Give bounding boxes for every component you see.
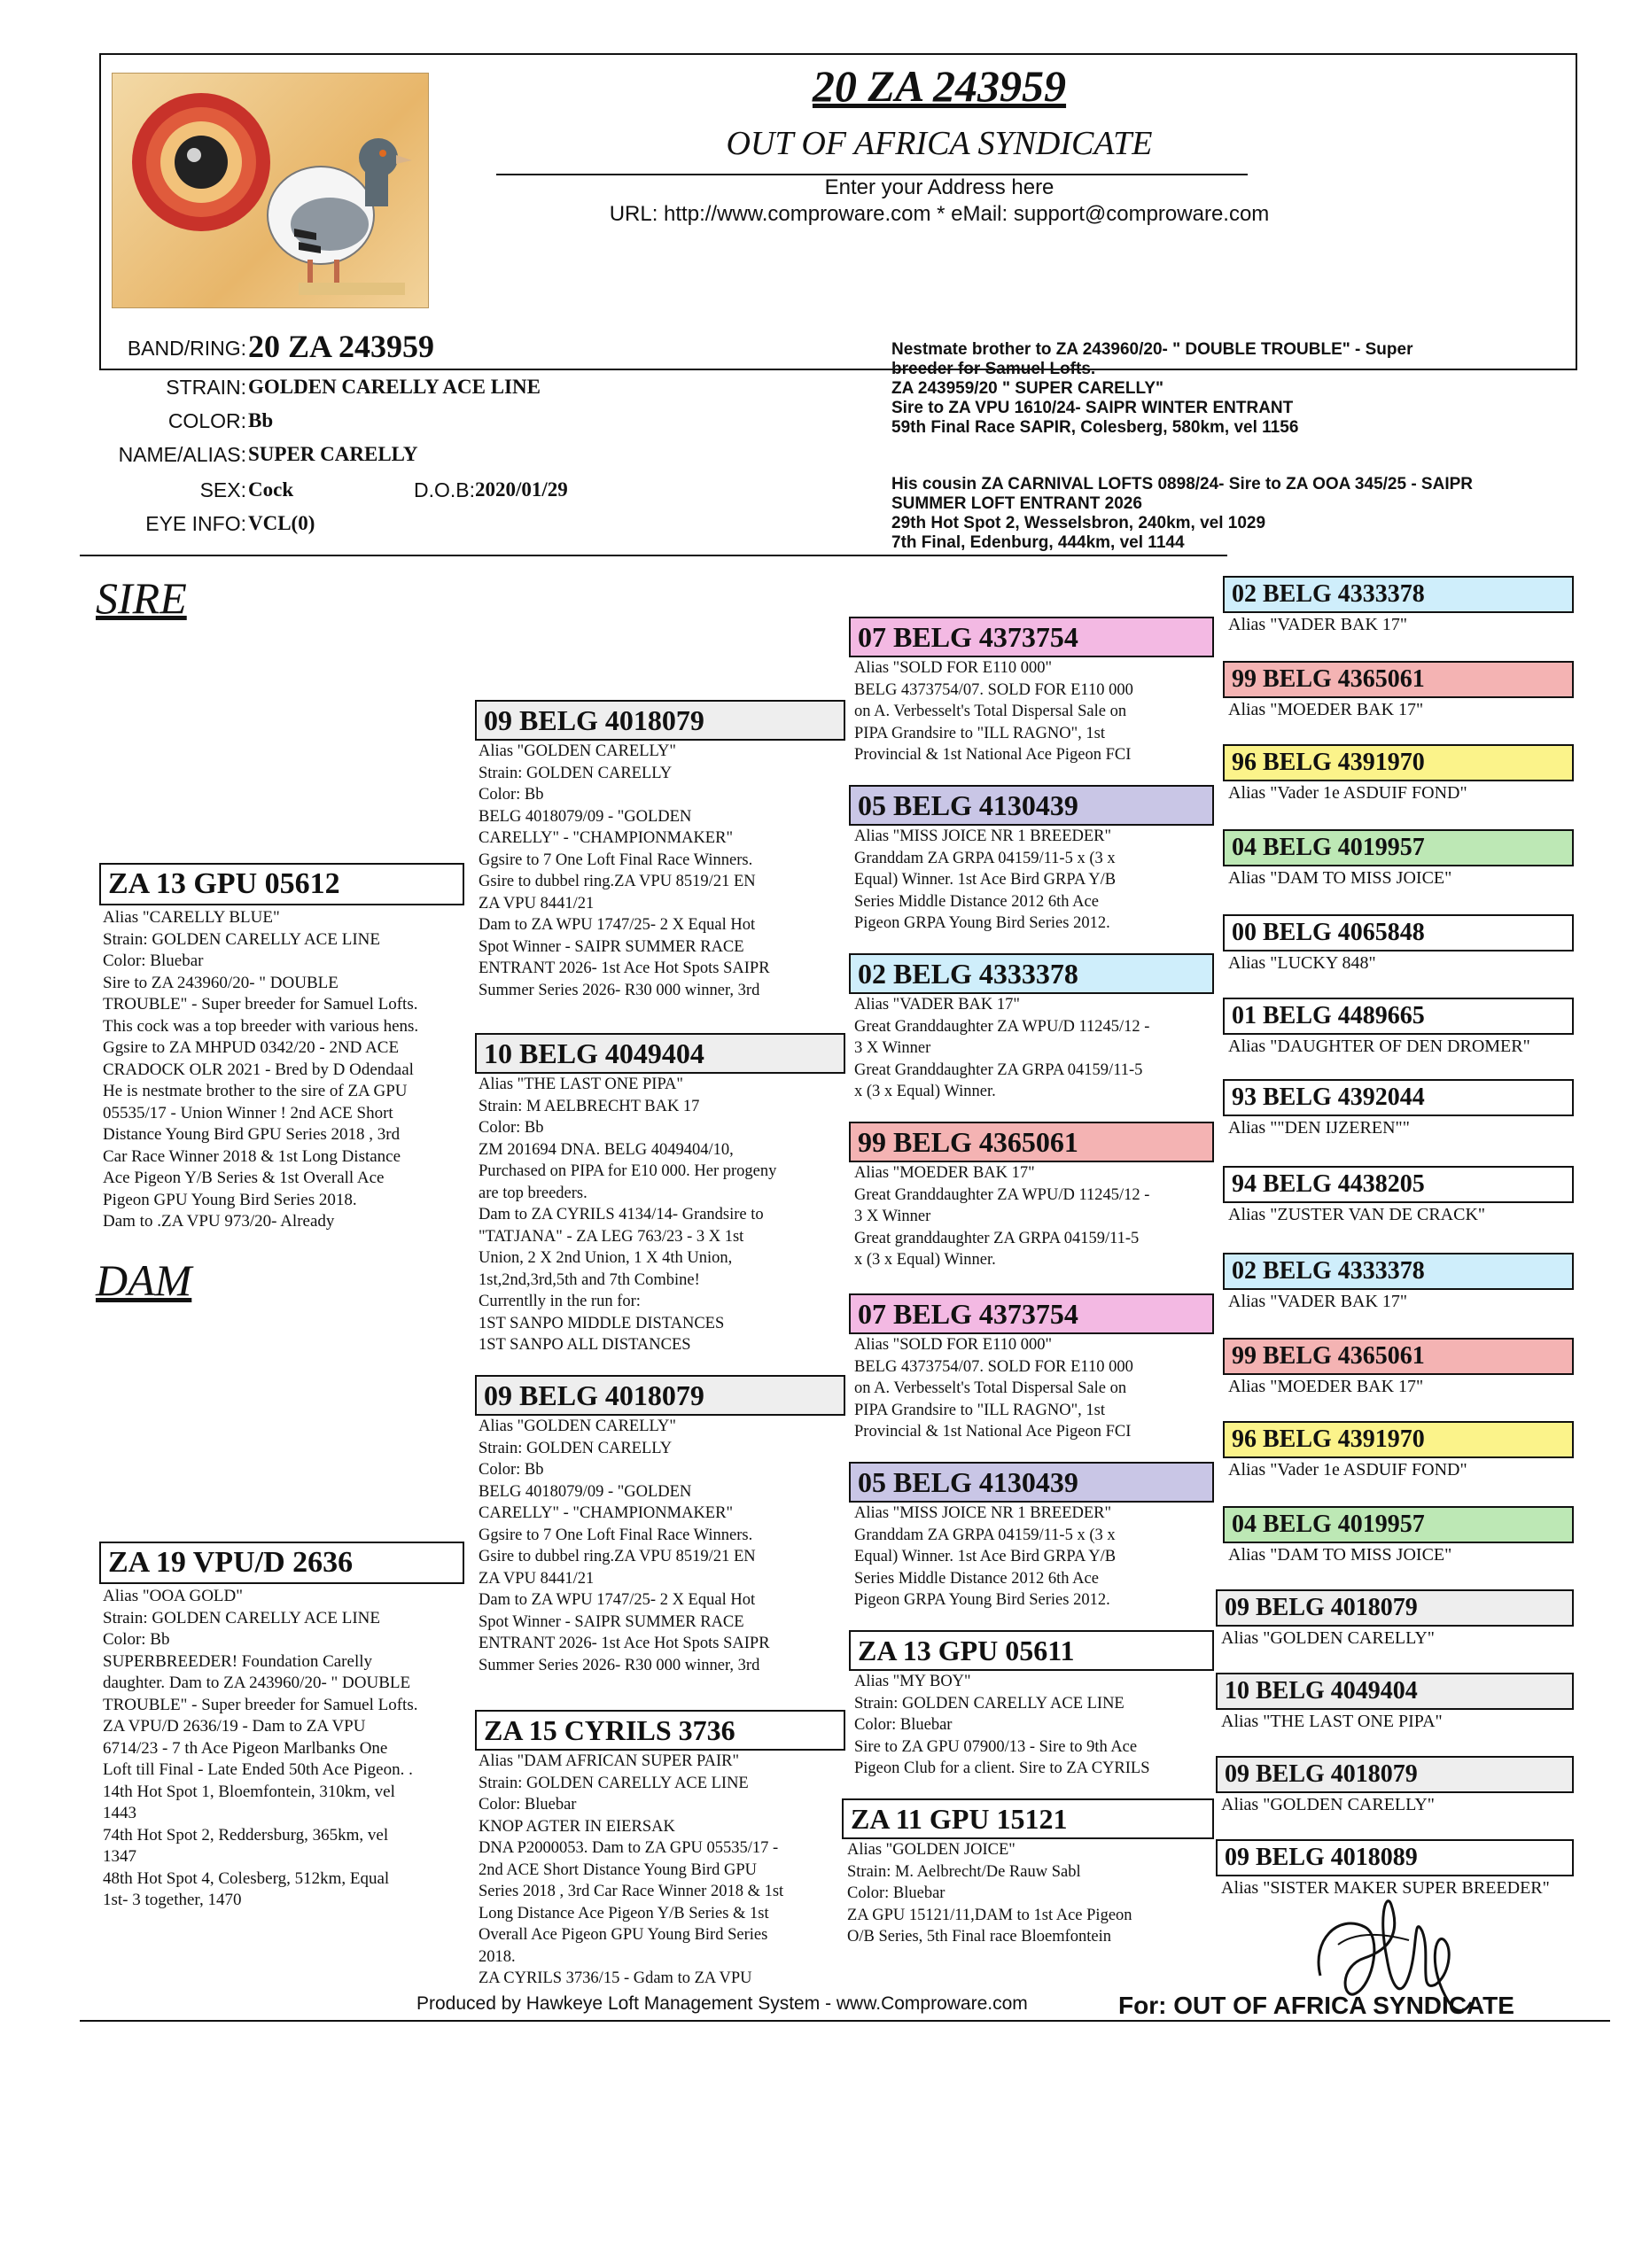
gen2-details-4: Alias "DAM AFRICAN SUPER PAIR" Strain: GOLDEN CARELLY ACE LINE Color: Bluebar KNOP AGTER IN EIERSAK DNA P2000053. Dam to ZA GPU 05535/17 - 2nd ACE Short Distance Young Bird GPU Series 2018 , 3rd Car Race Winner 2018 & 1st Long Distance Ace Pigeon Y/B Series & 1st Overall Ace Pigeon GPU Young Bird Series 2018. ZA CYRILS 3736/15 - Gdam to ZA VPU: [479, 1752, 784, 1987]
gen4-alias-14: Alias "THE LAST ONE PIPA": [1221, 1712, 1443, 1731]
gen3-details-2: Alias "MISS JOICE NR 1 BREEDER" Granddam ZA GRPA 04159/11-5 x (3 x Equal) Winner. 1st Ace Bird GRPA Y/B Series Middle Distance 2012 6th Ace Pigeon GRPA Young Bird Series 2012.: [854, 827, 1117, 932]
gen4-card-1: [1223, 576, 1574, 636]
syndicate-name: OUT OF AFRICA SYNDICATE: [726, 125, 1153, 162]
gen3-details-8: Alias "GOLDEN JOICE" Strain: M. Aelbrecht/De Rauw Sabl Color: Bluebar ZA GPU 15121/11,DAM to 1st Ace Pigeon O/B Series, 5th Final race Bloemfontein: [847, 1841, 1132, 1946]
gen4-card-10: [1223, 1338, 1574, 1398]
gen4-ring-7: 93 BELG 4392044: [1223, 1079, 1574, 1116]
gen4-alias-4: Alias "DAM TO MISS JOICE": [1228, 868, 1452, 888]
gen2-ring-2: 10 BELG 4049404: [475, 1033, 845, 1074]
gen4-ring-2: 99 BELG 4365061: [1223, 661, 1574, 698]
gen4-card-7: [1223, 1079, 1574, 1139]
gen2-card-4: [475, 1710, 845, 1990]
dam-card: [99, 1542, 464, 1914]
gen3-card-4: [849, 1122, 1214, 1271]
gen4-alias-13: Alias "GOLDEN CARELLY": [1221, 1628, 1435, 1648]
gen4-ring-10: 99 BELG 4365061: [1223, 1338, 1574, 1375]
dam-details: Alias "OOA GOLD" Strain: GOLDEN CARELLY ACE LINE Color: Bb SUPERBREEDER! Foundation Carelly daughter. Dam to ZA 243960/20- " DOUBLE TROUBLE" - Super breeder for Samuel Lofts. ZA VPU/D 2636/19 - Dam to ZA VPU 6714/23 - 7 th Ace Pigeon Marlbanks One Loft till Final - Late Ended 50th Ace Pigeon. . 14th Hot Spot 1, Bloemfontein, 310km, vel 1443 74th Hot Spot 2, Reddersburg, 365km, vel 1347 48th Hot Spot 4, Colesberg, 512km, Equal 1st- 3 together, 1470: [103, 1587, 418, 1909]
note-cousin: His cousin ZA CARNIVAL LOFTS 0898/24- Sire to ZA OOA 345/25 - SAIPR SUMMER LOFT ENTRANT 2026 29th Hot Spot 2, Wesselsbron, 240km, vel 1029 7th Final, Edenburg, 444km, vel 1144: [891, 475, 1474, 552]
eye-value: VCL(0): [248, 512, 315, 534]
gen2-card-1: [475, 700, 845, 1001]
dob-value: 2020/01/29: [475, 478, 568, 501]
strain-value: GOLDEN CARELLY ACE LINE: [248, 376, 541, 398]
gen4-alias-3: Alias "Vader 1e ASDUIF FOND": [1228, 783, 1467, 803]
gen4-alias-8: Alias "ZUSTER VAN DE CRACK": [1228, 1205, 1486, 1224]
pigeon-photo: [112, 73, 429, 308]
gen4-alias-12: Alias "DAM TO MISS JOICE": [1228, 1545, 1452, 1565]
sire-card: [99, 863, 464, 1235]
gen4-card-9: [1223, 1253, 1574, 1313]
gen3-ring-8: ZA 11 GPU 15121: [842, 1798, 1214, 1839]
gen3-details-1: Alias "SOLD FOR E110 000" BELG 4373754/07. SOLD FOR E110 000 on A. Verbesselt's Total Dispersal Sale on PIPA Grandsire to "ILL RAGNO", 1st Provincial & 1st National Ace Pigeon FCI: [854, 659, 1133, 764]
band-label: BAND/RING:: [127, 337, 246, 360]
color-value: Bb: [248, 409, 274, 431]
gen3-ring-4: 99 BELG 4365061: [849, 1122, 1214, 1162]
gen3-details-4: Alias "MOEDER BAK 17" Great Granddaughter ZA WPU/D 11245/12 - 3 X Winner Great granddaughter ZA GRPA 04159/11-5 x (3 x Equal) Winner.: [854, 1164, 1150, 1269]
gen3-ring-5: 07 BELG 4373754: [849, 1293, 1214, 1334]
gen3-ring-2: 05 BELG 4130439: [849, 785, 1214, 826]
gen3-details-6: Alias "MISS JOICE NR 1 BREEDER" Granddam ZA GRPA 04159/11-5 x (3 x Equal) Winner. 1st Ace Bird GRPA Y/B Series Middle Distance 2012 6th Ace Pigeon GRPA Young Bird Series 2012.: [854, 1504, 1117, 1609]
gen4-ring-8: 94 BELG 4438205: [1223, 1166, 1574, 1203]
sire-heading: SIRE: [96, 573, 187, 623]
gen4-alias-16: Alias "SISTER MAKER SUPER BREEDER": [1221, 1878, 1550, 1898]
gen4-card-6: [1223, 998, 1574, 1058]
gen2-ring-4: ZA 15 CYRILS 3736: [475, 1710, 845, 1751]
gen4-alias-1: Alias "VADER BAK 17": [1228, 615, 1408, 634]
gen3-card-3: [849, 953, 1214, 1103]
gen4-ring-12: 04 BELG 4019957: [1223, 1506, 1574, 1543]
gen3-card-2: [849, 785, 1214, 935]
name-label: NAME/ALIAS:: [118, 443, 246, 466]
gen4-card-2: [1223, 661, 1574, 721]
gen4-alias-2: Alias "MOEDER BAK 17": [1228, 700, 1424, 719]
note-nestmate: Nestmate brother to ZA 243960/20- " DOUBLE TROUBLE" - Super breeder for Samuel Lofts. ZA 243959/20 " SUPER CARELLY" Sire to ZA VPU 1610/24- SAIPR WINTER ENTRANT 59th Final Race SAPIR, Colesberg, 580km, vel 1156: [891, 340, 1413, 437]
gen3-card-5: [849, 1293, 1214, 1443]
gen4-card-3: [1223, 744, 1574, 804]
gen4-card-12: [1223, 1506, 1574, 1566]
gen4-alias-5: Alias "LUCKY 848": [1228, 953, 1376, 973]
gen4-ring-14: 10 BELG 4049404: [1216, 1673, 1574, 1710]
eye-label: EYE INFO:: [145, 512, 246, 535]
gen4-alias-15: Alias "GOLDEN CARELLY": [1221, 1795, 1435, 1814]
strain-label: STRAIN:: [166, 376, 246, 399]
name-value: SUPER CARELLY: [248, 443, 418, 465]
footer-for: For: OUT OF AFRICA SYNDICATE: [1118, 1992, 1514, 2019]
sex-label: SEX:: [199, 478, 246, 501]
gen4-ring-11: 96 BELG 4391970: [1223, 1421, 1574, 1458]
url-line: URL: http://www.comproware.com * eMail: support@comproware.com: [609, 202, 1270, 226]
gen4-card-4: [1223, 829, 1574, 889]
sire-ring: ZA 13 GPU 05612: [99, 863, 464, 905]
gen2-details-2: Alias "THE LAST ONE PIPA" Strain: M AELBRECHT BAK 17 Color: Bb ZM 201694 DNA. BELG 4049404/10, Purchased on PIPA for E10 000. Her progeny are top breeders. Dam to ZA CYRILS 4134/14- Grandsire to "TATJANA" - ZA LEG 763/23 - 3 X 1st Union, 2 X 2nd Union, 1 X 4th Union, 1st,2nd,3rd,5th and 7th Combine! Currentlly in the run for: 1ST SANPO MIDDLE DISTANCES 1ST SANPO ALL DISTANCES: [479, 1076, 777, 1354]
gen4-card-11: [1223, 1421, 1574, 1481]
gen4-alias-7: Alias ""DEN IJZEREN"": [1228, 1118, 1410, 1138]
gen4-alias-10: Alias "MOEDER BAK 17": [1228, 1377, 1424, 1396]
gen4-ring-13: 09 BELG 4018079: [1216, 1589, 1574, 1627]
gen3-ring-1: 07 BELG 4373754: [849, 617, 1214, 657]
gen4-ring-6: 01 BELG 4489665: [1223, 998, 1574, 1035]
gen3-card-8: [842, 1798, 1214, 1948]
gen4-ring-16: 09 BELG 4018089: [1216, 1839, 1574, 1876]
gen2-details-3: Alias "GOLDEN CARELLY" Strain: GOLDEN CARELLY Color: Bb BELG 4018079/09 - "GOLDEN CARELLY" - "CHAMPIONMAKER" Ggsire to 7 One Loft Final Race Winners. Gsire to dubbel ring.ZA VPU 8519/21 EN ZA VPU 8441/21 Dam to ZA WPU 1747/25- 2 X Equal Hot Spot Winner - SAIPR SUMMER RACE ENTRANT 2026- 1st Ace Hot Spots SAIPR Summer Series 2026- R30 000 winner, 3rd: [479, 1418, 770, 1674]
band-value: 20 ZA 243959: [248, 329, 435, 364]
info-divider: [80, 555, 1227, 556]
gen3-details-3: Alias "VADER BAK 17" Great Granddaughter ZA WPU/D 11245/12 - 3 X Winner Great Granddaughter ZA GRPA 04159/11-5 x (3 x Equal) Winner.: [854, 996, 1150, 1100]
gen2-ring-1: 09 BELG 4018079: [475, 700, 845, 741]
gen4-card-8: [1223, 1166, 1574, 1226]
gen4-card-13: [1216, 1589, 1574, 1650]
gen2-details-1: Alias "GOLDEN CARELLY" Strain: GOLDEN CARELLY Color: Bb BELG 4018079/09 - "GOLDEN CARELLY" - "CHAMPIONMAKER" Ggsire to 7 One Loft Final Race Winners. Gsire to dubbel ring.ZA VPU 8519/21 EN ZA VPU 8441/21 Dam to ZA WPU 1747/25- 2 X Equal Hot Spot Winner - SAIPR SUMMER RACE ENTRANT 2026- 1st Ace Hot Spots SAIPR Summer Series 2026- R30 000 winner, 3rd: [479, 742, 770, 999]
gen4-card-14: [1216, 1673, 1574, 1733]
dob-label: D.O.B:: [413, 478, 475, 501]
gen4-ring-15: 09 BELG 4018079: [1216, 1756, 1574, 1793]
page-title: 20 ZA 243959: [812, 61, 1067, 111]
gen3-ring-7: ZA 13 GPU 05611: [849, 1630, 1214, 1671]
gen3-card-7: [849, 1630, 1214, 1780]
dam-ring: ZA 19 VPU/D 2636: [99, 1542, 464, 1584]
gen4-ring-1: 02 BELG 4333378: [1223, 576, 1574, 613]
pigeon-photo-icon: [113, 74, 428, 307]
gen2-card-3: [475, 1375, 845, 1676]
gen3-ring-6: 05 BELG 4130439: [849, 1462, 1214, 1503]
gen3-details-5: Alias "SOLD FOR E110 000" BELG 4373754/07. SOLD FOR E110 000 on A. Verbesselt's Total Dispersal Sale on PIPA Grandsire to "ILL RAGNO", 1st Provincial & 1st National Ace Pigeon FCI: [854, 1336, 1133, 1441]
gen4-ring-3: 96 BELG 4391970: [1223, 744, 1574, 781]
gen4-alias-6: Alias "DAUGHTER OF DEN DROMER": [1228, 1037, 1530, 1056]
gen4-card-15: [1216, 1756, 1574, 1816]
gen4-alias-11: Alias "Vader 1e ASDUIF FOND": [1228, 1460, 1467, 1480]
gen4-card-5: [1223, 914, 1574, 975]
sex-value: Cock: [248, 478, 294, 501]
gen4-alias-9: Alias "VADER BAK 17": [1228, 1292, 1408, 1311]
sire-details: Alias "CARELLY BLUE" Strain: GOLDEN CARELLY ACE LINE Color: Bluebar Sire to ZA 243960/20- " DOUBLE TROUBLE" - Super breeder for Samuel Lofts. This cock was a top breeder with various hens. Ggsire to ZA MHPUD 0342/20 - 2ND ACE CRADOCK OLR 2021 - Bred by D Odendaal He is nestmate brother to the sire of ZA GPU 05535/17 - Union Winner ! 2nd ACE Short Distance Young Bird GPU Series 2018 , 3rd Car Race Winner 2018 & 1st Long Distance Ace Pigeon Y/B Series & 1st Overall Ace Pigeon GPU Young Bird Series 2018. Dam to .ZA VPU 973/20- Already: [103, 908, 419, 1231]
gen4-ring-5: 00 BELG 4065848: [1223, 914, 1574, 951]
gen3-card-1: [849, 617, 1214, 766]
gen3-card-6: [849, 1462, 1214, 1612]
gen2-ring-3: 09 BELG 4018079: [475, 1375, 845, 1416]
gen4-ring-9: 02 BELG 4333378: [1223, 1253, 1574, 1290]
color-label: COLOR:: [167, 409, 246, 432]
gen3-details-7: Alias "MY BOY" Strain: GOLDEN CARELLY ACE LINE Color: Bluebar Sire to ZA GPU 07900/13 - Sire to 9th Ace Pigeon Club for a client. Sire to ZA CYRILS: [854, 1673, 1150, 1777]
dam-heading: DAM: [96, 1255, 192, 1305]
address-line: Enter your Address here: [824, 175, 1054, 199]
gen4-ring-4: 04 BELG 4019957: [1223, 829, 1574, 866]
footer-produced: Produced by Hawkeye Loft Management System - www.Comproware.com: [416, 1993, 1028, 2014]
footer-divider: [80, 2020, 1610, 2022]
gen2-card-2: [475, 1033, 845, 1356]
gen3-ring-3: 02 BELG 4333378: [849, 953, 1214, 994]
